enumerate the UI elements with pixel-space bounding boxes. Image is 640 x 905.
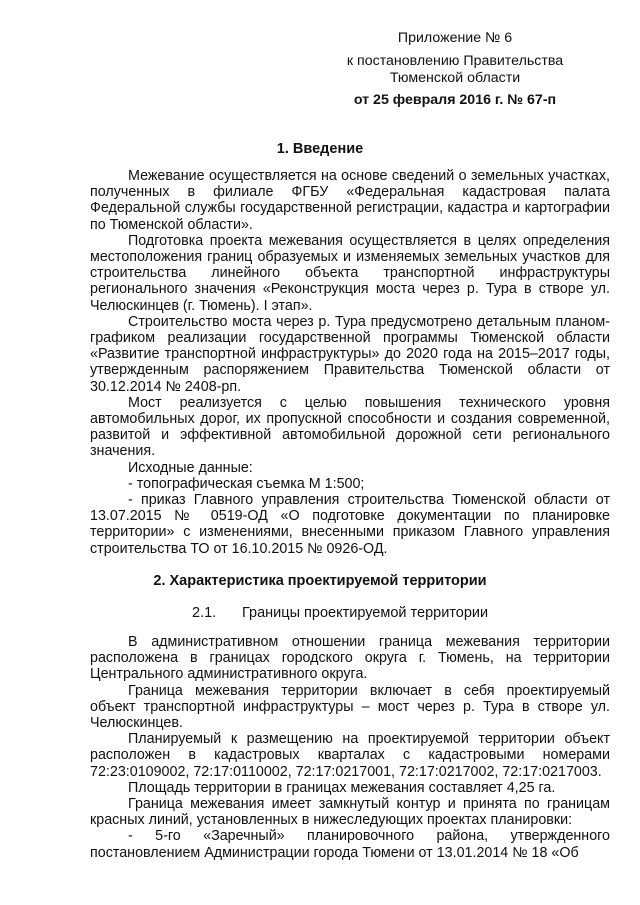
section-2-body (90, 634, 610, 861)
paragraph: Граница межевания имеет замкнутый контур и принята по границам красных линий, установленных в нижеследующих проектах планировки: (90, 796, 610, 829)
paragraph: В административном отношении граница межевания территории расположена в границах городского округа г. Тюмень, на территории Центрального административного округа. (90, 634, 610, 683)
appendix-resolution-line: к постановлению Правительства (346, 53, 564, 69)
appendix-number: Приложение № 6 (397, 30, 513, 46)
paragraph: Строительство моста через р. Тура предусмотрено детальным планом-графиком реализации государственной программы Тюменской области «Развитие транспортной инфраструктуры» до 2020 года на 2015–2017 годы, утвержденным распоряжением Правительства Тюменской области от 30.12.2014 № 2408-рп. (90, 313, 610, 395)
subsection-title: Границы проектируемой территории (242, 605, 489, 621)
paragraph: Подготовка проекта межевания осуществляется в целях определения местоположения границ образуемых и изменяемых земельных участков для строительства линейного объекта транспортной инфраструктуры регионального значения «Реконструкция моста через р. Тура в створе ул. Челюскинцев (г. Тюмень). I этап». (90, 232, 610, 314)
list-item: - 5-го «Заречный» планировочного района, утвержденного постановлением Администрации города Тюмени от 13.01.2014 № 18 «Об (90, 828, 610, 861)
list-item: - приказ Главного управления строительства Тюменской области от 13.07.2015 № 0519-ОД «О подготовке документации по планировке территории» с изменениями, внесенными приказом Главного управления строительства ТО от 16.10.2015 № 0926-ОД. (90, 492, 610, 557)
paragraph: Площадь территории в границах межевания составляет 4,25 га. (128, 779, 556, 796)
list-item: - топографическая съемка М 1:500; (128, 475, 365, 492)
section-2-title: 2. Характеристика проектируемой территории (153, 573, 487, 589)
appendix-region-line: Тюменской области (389, 70, 521, 86)
paragraph: Межевание осуществляется на основе сведений о земельных участках, полученных в филиале ФГБУ «Федеральная кадастровая палата Федеральной службы государственной регистрации, кадастра и картографии по Тюменской области». (90, 168, 610, 233)
section-1-title: 1. Введение (276, 141, 364, 157)
paragraph: Исходные данные: (128, 459, 253, 476)
paragraph: Мост реализуется с целью повышения технического уровня автомобильных дорог, их пропускной способности и создания современной, развитой и эффективной автомобильной дорожной сети регионального значения. (90, 394, 610, 460)
paragraph: Граница межевания территории включает в себя проектируемый объект транспортной инфраструктуры – мост через р. Тура в створе ул. Челюскинцев. (90, 682, 610, 732)
section-1-body (90, 168, 610, 557)
appendix-date-line: от 25 февраля 2016 г. № 67-п (353, 92, 557, 108)
paragraph: Планируемый к размещению на проектируемой территории объект расположен в кадастровых кварталах с кадастровыми номерами 72:23:0109002, 72:17:0110002, 72:17:0217001, 72:17:0217002, 72:17:0217003. (90, 731, 610, 780)
subsection-number: 2.1. (192, 605, 217, 621)
